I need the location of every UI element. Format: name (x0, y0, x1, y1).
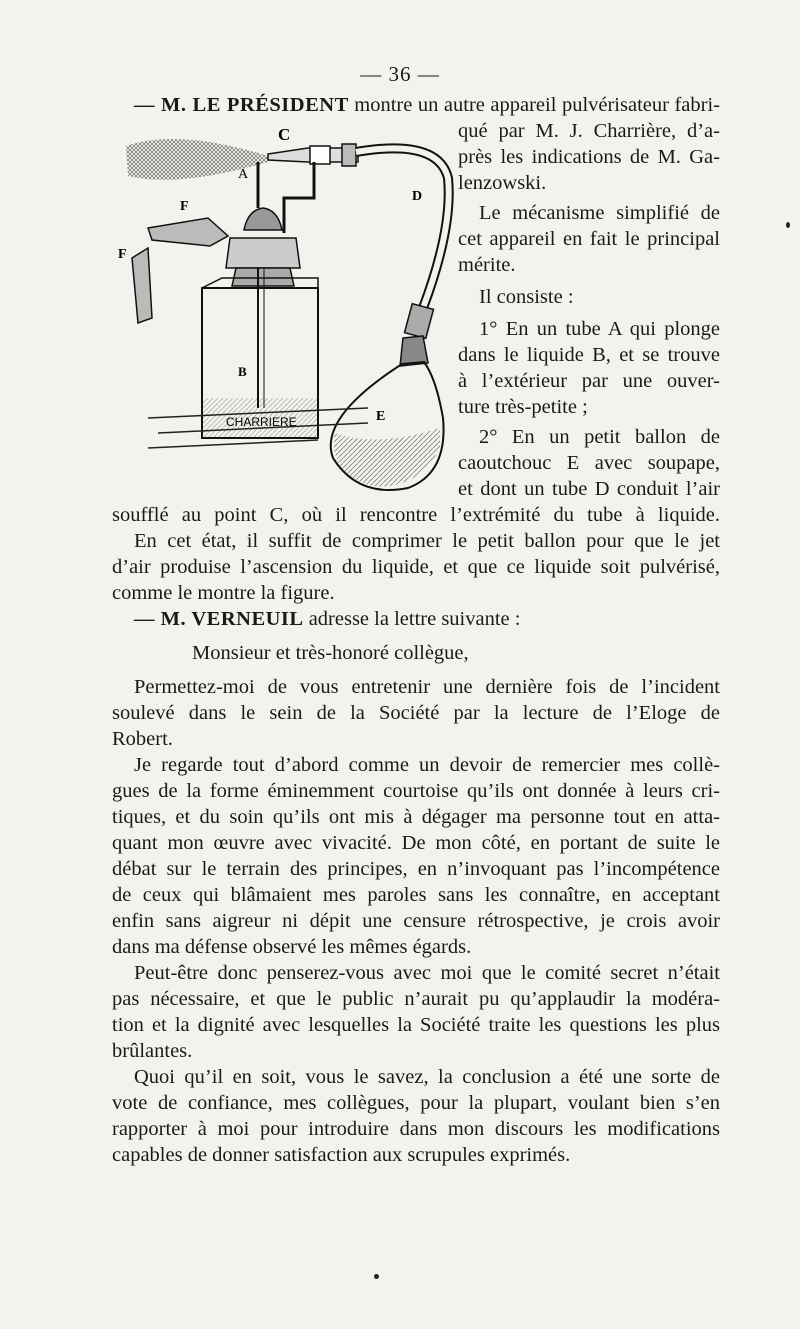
p6-line-3: comme le montre la figure. (112, 582, 335, 604)
label-f: F (180, 199, 189, 214)
p9-line-2: gues de la forme éminemment courtoise qu’ils ont donnée à leurs cri- (112, 780, 720, 802)
bottle-label: CHARRIERE (226, 415, 297, 429)
p5-line-3: et dont un tube D conduit l’air (458, 478, 720, 500)
p9-line-1: Je regarde tout d’abord comme un devoir de remercier mes collè- (134, 754, 720, 776)
page-number: — 36 — (360, 62, 440, 86)
p2-line-2: cet appareil en fait le principal (458, 228, 720, 250)
p10-line-3: tion et la dignité avec lesquelles la Société traite les questions les plus (112, 1014, 720, 1036)
p1-line-3: près les indications de M. Ga- (458, 146, 720, 168)
p11-line-1: Quoi qu’il en soit, vous le savez, la conclusion a été une sorte de (134, 1066, 720, 1088)
p10-line-2: pas nécessaire, et que le public n’aurait pu qu’applaudir la modéra- (112, 988, 720, 1010)
p4-line-4: ture très-petite ; (458, 396, 588, 418)
p7-line-1: — M. VERNEUIL adresse la lettre suivante : (134, 608, 521, 630)
pulverizer-illustration (118, 118, 458, 498)
p10-line-4: brûlantes. (112, 1040, 193, 1062)
p11-line-4: capables de donner satisfaction aux scrupules exprimés. (112, 1144, 571, 1166)
p6-line-2: d’air produise l’ascension du liquide, et que ce liquide soit pulvérisé, (112, 556, 720, 578)
p8-line-1: Permettez-moi de vous entretenir une dernière fois de l’incident (134, 676, 720, 698)
p5-line-1: 2° En un petit ballon de (479, 426, 720, 448)
p9-line-4: quant mon œuvre avec vivacité. De mon côté, en portant de suite le (112, 832, 720, 854)
p9-line-7: enfin sans aigreur ni dépit une censure rétrospective, je crois avoir (112, 910, 720, 932)
p9-line-8: dans ma défense observé les mêmes égards. (112, 936, 472, 958)
p5-line-2: caoutchouc E avec soupape, (458, 452, 720, 474)
p6-line-1: En cet état, il suffit de comprimer le petit ballon pour que le jet (134, 530, 720, 552)
label-c: C (278, 125, 291, 144)
p1-line-1: — M. LE PRÉSIDENT montre un autre appareil pulvérisateur fabri- (134, 94, 721, 116)
label-e: E (376, 409, 386, 424)
p11-line-3: rapporter à moi pour introduire dans mon discours les modifications (112, 1118, 720, 1140)
label-f-second: F (118, 247, 127, 262)
p9-line-3: tiques, et du soin qu’ils ont mis à dégager ma personne tout en atta- (112, 806, 720, 828)
stopper-f (148, 218, 228, 246)
p4-line-1: 1° En un tube A qui plonge (479, 318, 720, 340)
p9-line-6: de ceux qui blâmaient mes paroles sans les connaître, en acceptant (112, 884, 720, 906)
label-b: B (238, 364, 247, 379)
label-d: D (412, 189, 423, 204)
p2-line-1: Le mécanisme simplifié de (479, 202, 720, 224)
p4-line-3: à l’extérieur par une ouver- (458, 370, 720, 392)
p1-line-4: lenzowski. (458, 172, 547, 194)
speaker-president: — M. LE PRÉSIDENT (134, 94, 349, 116)
p11-line-2: vote de confiance, mes collègues, pour la plupart, voulant bien s’en (112, 1092, 720, 1114)
letter-salutation: Monsieur et très-honoré collègue, (192, 642, 469, 664)
p2-line-3: mérite. (458, 254, 516, 276)
tube-a (284, 162, 314, 233)
p3-line-1: Il consiste : (479, 286, 574, 308)
p4-line-2: dans le liquide B, et se trouve (458, 344, 720, 366)
ink-speck-margin (786, 222, 790, 228)
p5-line-4: soufflé au point C, où il rencontre l’extrémité du tube à liquide. (112, 504, 720, 526)
p8-line-3: Robert. (112, 728, 173, 750)
p9-line-5: débat sur le terrain des principes, en n’invoquant pas l’incompétence (112, 858, 720, 880)
p1-line-2: qué par M. J. Charrière, d’a- (458, 120, 720, 142)
speaker-verneuil: — M. VERNEUIL (134, 608, 304, 630)
air-tube-d (356, 148, 449, 308)
ink-speck (374, 1274, 379, 1279)
label-a: A (238, 167, 249, 182)
p8-line-2: soulevé dans le sein de la Société par la lecture de l’Eloge de (112, 702, 720, 724)
p10-line-1: Peut-être donc penserez-vous avec moi que le comité secret n’était (134, 962, 720, 984)
